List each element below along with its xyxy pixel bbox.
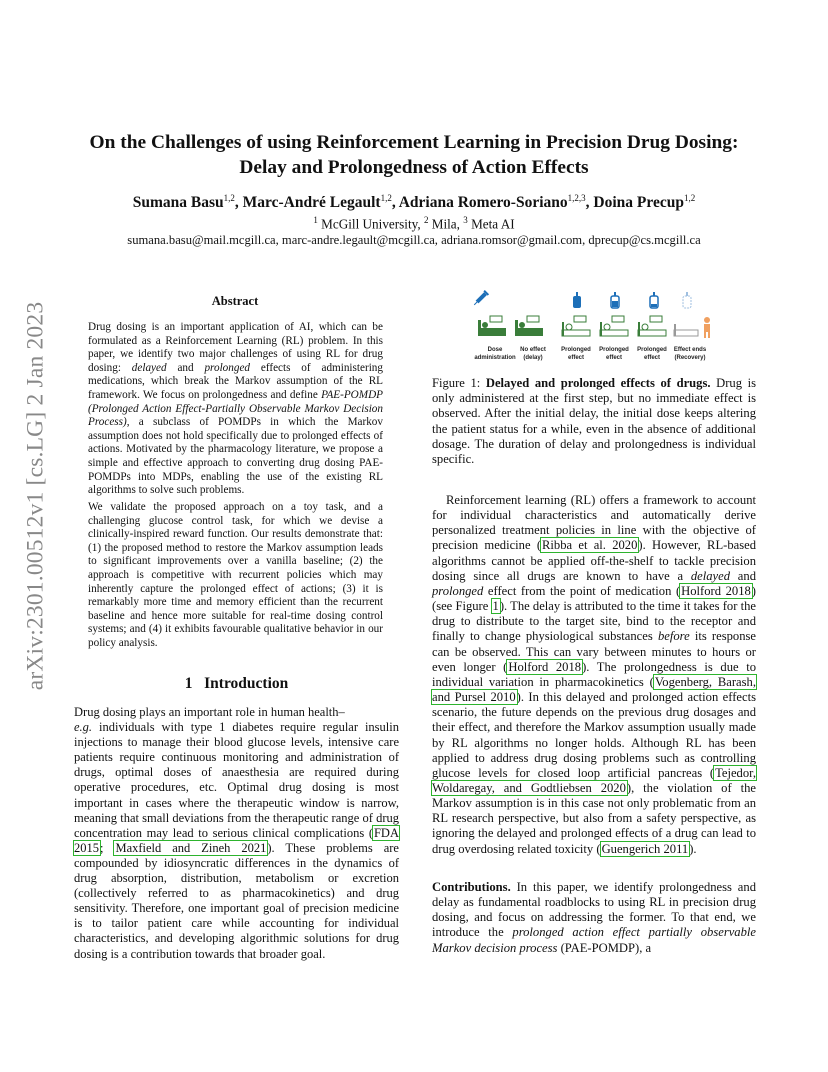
author-name: Marc-André Legault (242, 194, 381, 212)
author-emails: sumana.basu@mail.mcgill.ca, marc-andre.legault@mcgill.ca, adriana.romsor@gmail.com, dprecup@cs.mcgill.ca (127, 233, 701, 247)
iv-bag-icon (683, 292, 691, 308)
iv-bag-icon (573, 292, 581, 308)
intro-em: e.g. (74, 720, 93, 735)
rl-paragraph (432, 493, 756, 857)
affil-name: Meta AI (471, 216, 515, 232)
person-icon (704, 317, 710, 338)
author-sup: 1,2 (223, 193, 235, 203)
iv-bag-icon (650, 292, 658, 308)
section-title: Introduction (204, 675, 289, 692)
figure-label: effect (605, 355, 623, 361)
affil-sup: 3 (463, 215, 468, 225)
figure-label: effect (643, 355, 661, 361)
affiliations (60, 215, 768, 232)
abstract-paragraph-2: We validate the proposed approach on a toy task, and a challenging glucose control task, for which we devise a clinically-inspired reward function. Our results demonstrate that: (1) the proposed method to restore the Markov assumption leads to significant improvements over a vanilla baseline; (2) the approach is competitive with recurrent policies which may inherently capture the prolonged effect of actions; (3) it is remarkably more time and memory efficient than the recurrent baseline and hence more suitable for real-time dosing control systems; and (4) it exhibits favourable qualitative behavior in our policy analysis. (88, 501, 383, 649)
body-text: and (730, 568, 756, 583)
figure-1-caption (432, 376, 756, 467)
citation-link[interactable]: FDA 2015 (74, 825, 399, 855)
body-em: before (657, 629, 690, 644)
bed-icon (562, 316, 590, 336)
figure-link[interactable]: 1 (492, 599, 499, 614)
figure-label: effect (567, 355, 585, 361)
contributions-paragraph (432, 880, 756, 956)
title-line-2: Delay and Prolongedness of Action Effects (239, 157, 589, 178)
body-text: ), the violation of the Markov assumption is in this case not only problematic from an RL research perspective, but also from a safety perspective, as ignoring the delayed and prolonged effects of a drug can lead to drug overdosing related toxicity ( (432, 780, 756, 856)
citation-link[interactable]: Holford 2018 (508, 659, 582, 674)
abstract-heading: Abstract (211, 294, 259, 308)
citation-link[interactable]: Tejedor, Woldaregay, and Godtliebsen 2020 (432, 765, 756, 795)
introduction-paragraph (74, 705, 399, 962)
syringe-icon (472, 290, 489, 307)
body-text: ). The delay is attributed to the time it takes for the drug to distribute to the target site, bind to the receptor and finally to change physiological substances (432, 599, 756, 644)
abstract-em: PAE-POMDP (Prolonged Action Effect-Partially Observable Markov Decision Process) (88, 388, 383, 429)
affil-name: Mila, (431, 216, 460, 232)
figure-label: Prolonged (637, 347, 667, 353)
iv-bag-icon (611, 292, 619, 308)
citation-link[interactable]: Ribba et al. 2020 (542, 538, 638, 553)
bed-icon (600, 316, 628, 336)
figure-label: Prolonged (599, 347, 629, 353)
body-text: ) (see Figure (432, 583, 756, 614)
intro-text: ). These problems are compounded by idiosyncratic differences in the dynamics of drug absorption, distribution, metabolism or excretion (collectively referred to as pharmacokinetics) and drug sensitivity. Therefore, one important goal of precision medicine is to tailor patient care while accounting for individual characteristics, and developing algorithmic solutions for drug dosing is a contribution towards that broader goal. (74, 840, 399, 961)
abstract-text: , a subclass of POMDPs in which the Markov assumption does not hold specifically due to prolonged effects of actions. Motivated by the pharmacology literature, we propose a simple and effective approach to converting drug dosing PAE-POMDPs into MDPs, enabling the use of the existing RL algorithms to solve such problems. (88, 416, 383, 497)
citation-link[interactable]: Guengerich 2011 (601, 841, 689, 856)
abstract-em: delayed (131, 361, 167, 374)
citation-link[interactable]: Vogenberg, Barash, and Pursel 2010 (432, 674, 756, 705)
paper-title (60, 130, 768, 180)
body-em: prolonged (432, 583, 484, 598)
figure-label: Prolonged (561, 347, 591, 353)
body-text: (PAE-POMDP), a (557, 940, 652, 955)
body-em: delayed (690, 568, 731, 583)
author-name: Sumana Basu (132, 194, 224, 212)
intro-text: ; (100, 840, 115, 855)
affil-name: McGill University, (321, 216, 421, 232)
affil-sup: 1 (313, 215, 318, 225)
body-text: In this paper, we identify prolongedness and delay as fundamental roadblocks to using RL in precision drug dosing, and focus on addressing the former. To that end, we introduce the (432, 880, 756, 940)
body-text: ). The prolongedness is due to individual variation in pharmacokinetics ( (432, 659, 756, 689)
citation-link[interactable]: Holford 2018 (681, 583, 751, 598)
abstract-text: Drug dosing is an important application of AI, which can be formulated as a Reinforcement Learning (RL) problem. In this paper, we identify two major challenges of using RL for drug dosing: (88, 321, 383, 374)
abstract-paragraph-1 (88, 321, 383, 498)
abstract-text: and (166, 361, 205, 374)
body-text: ). (689, 841, 697, 856)
body-text: effect from the point of medication ( (483, 583, 681, 598)
author-sup: 1,2,3 (567, 193, 586, 203)
figure-label: Effect ends (673, 347, 707, 353)
body-text: its response can be observed. This can vary between minutes to hours or even longer ( (432, 629, 756, 674)
arxiv-stamp (16, 296, 56, 696)
arxiv-stamp-text: arXiv:2301.00512v1 [cs.LG] 2 Jan 2023 (22, 301, 49, 691)
intro-text: individuals with type 1 diabetes require regular insulin injections to manage their blood glucose levels, intensive care patients require continuous monitoring and administration of drugs, optimal doses of anaesthesia are required during operative procedures, etc. Optimal drug dosing is most important in cases where the therapeutic window is narrow, meaning that small deviations from the therapeutic range of drug concentration may lead to serious clinical complications ( (74, 720, 399, 840)
figure-label: Dose (487, 347, 503, 353)
abstract-em: prolonged (204, 361, 251, 374)
caption-bold: Delayed and prolonged effects of drugs. (485, 376, 711, 390)
affil-sup: 2 (423, 215, 429, 225)
contributions-heading: Contributions. (432, 880, 511, 894)
citation-link[interactable]: Maxfield and Zineh 2021 (115, 840, 267, 855)
figure-label: (delay) (523, 355, 543, 361)
empty-bed-icon (674, 324, 698, 336)
section-number: 1 (184, 675, 193, 692)
author-name: Doina Precup (593, 194, 684, 212)
body-em: prolonged action effect partially observable Markov decision process (432, 925, 756, 955)
author-list: Sumana Basu$^{1,2}$, Marc-André Legault$^{1,2}$, Adriana Romero-Soriano$^{1,2,3}$, Doina Precup$^{1,2}$ (132, 193, 696, 212)
intro-text: Drug dosing plays an important role in human health– (74, 705, 345, 719)
caption-text: Drug is only administered at the first step, but no immediate effect is observed. After the initial delay, the initial dose keeps altering the patient status for a while, even in the absence of additional dosage. The duration of delay and prolongedness is individual specific. (432, 376, 756, 467)
section-heading-introduction (74, 675, 399, 693)
figure-label: (Recovery) (674, 355, 706, 361)
author-sup: 1,2 (380, 193, 392, 203)
title-line-1: On the Challenges of using Reinforcement Learning in Precision Drug Dosing: (89, 132, 739, 153)
figure-label: No effect (520, 347, 546, 353)
figure-1-illustration (470, 288, 720, 368)
bed-icon (515, 316, 543, 336)
body-text: Reinforcement learning (RL) offers a framework to account for individual characteristics and automatically derive personalized treatment policies in line with the objective of precision medicine ( (432, 493, 756, 553)
author-name: Adriana Romero-Soriano (398, 194, 568, 212)
author-sup: 1,2 (683, 193, 696, 203)
bed-icon (478, 316, 506, 336)
figure-label: administration (474, 355, 516, 361)
body-text: ). In this delayed and prolonged action effects scenario, the future depends on the previous drug dosages and their effect, and therefore the Markov assumption usually made by RL algorithms no longer holds. Although RL has been applied to address drug dosing problems such as controlling glucose levels for closed loop artificial pancreas ( (432, 690, 756, 780)
body-text: ). However, RL-based algorithms cannot be applied off-the-shelf to tackle precision dosing since all drugs are known to have a (432, 538, 757, 583)
abstract-text: effects of administering medications, which break the Markov assumption of the RL framework. We focus on prolongedness and define (88, 361, 383, 401)
caption-label: Figure 1: (432, 376, 481, 390)
bed-icon (638, 316, 666, 336)
